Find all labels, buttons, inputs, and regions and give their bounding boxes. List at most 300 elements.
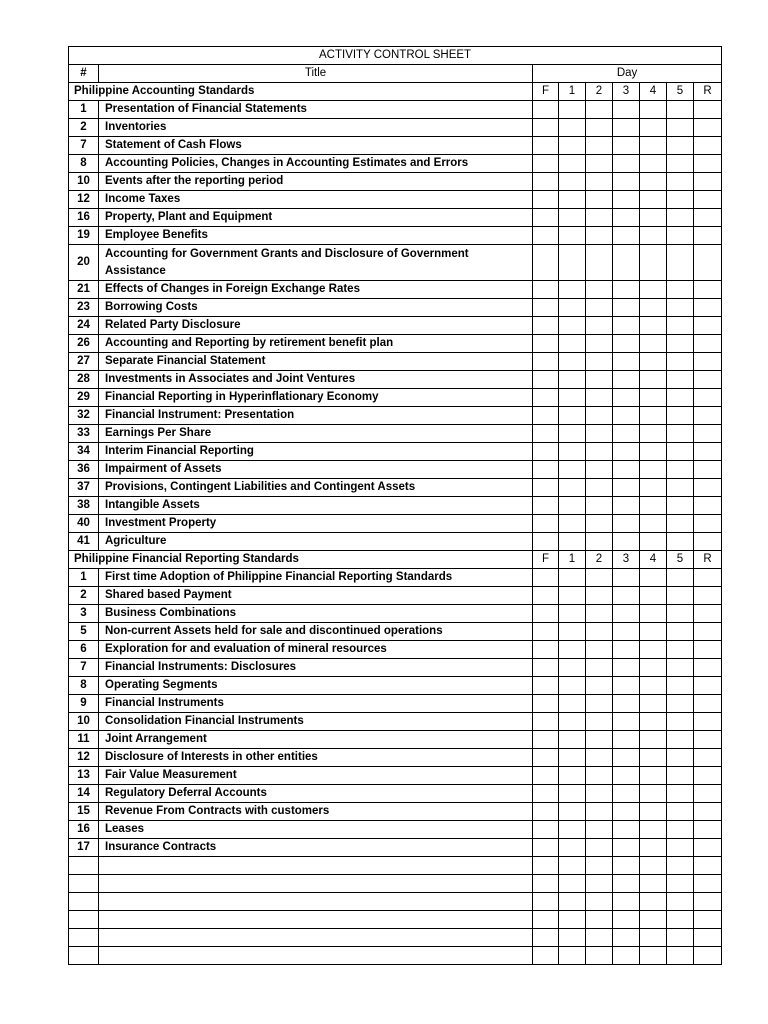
blank-title-cell[interactable]: [99, 929, 533, 947]
blank-title-cell[interactable]: [99, 857, 533, 875]
day-checkbox-cell[interactable]: [667, 893, 694, 911]
day-checkbox-cell[interactable]: [694, 191, 722, 209]
day-checkbox-cell[interactable]: [613, 947, 640, 965]
day-checkbox-cell[interactable]: [613, 533, 640, 551]
day-checkbox-cell[interactable]: [533, 641, 559, 659]
day-checkbox-cell[interactable]: [613, 695, 640, 713]
day-checkbox-cell[interactable]: [586, 929, 613, 947]
day-checkbox-cell[interactable]: [613, 335, 640, 353]
day-checkbox-cell[interactable]: [533, 785, 559, 803]
day-checkbox-cell[interactable]: [667, 695, 694, 713]
day-checkbox-cell[interactable]: [613, 911, 640, 929]
day-checkbox-cell[interactable]: [586, 767, 613, 785]
day-checkbox-cell[interactable]: [667, 101, 694, 119]
day-checkbox-cell[interactable]: [559, 641, 586, 659]
blank-title-cell[interactable]: [99, 875, 533, 893]
day-checkbox-cell[interactable]: [667, 785, 694, 803]
day-checkbox-cell[interactable]: [559, 731, 586, 749]
day-checkbox-cell[interactable]: [667, 281, 694, 299]
blank-title-cell[interactable]: [99, 947, 533, 965]
day-checkbox-cell[interactable]: [694, 623, 722, 641]
day-checkbox-cell[interactable]: [559, 587, 586, 605]
day-checkbox-cell[interactable]: [613, 497, 640, 515]
day-checkbox-cell[interactable]: [640, 641, 667, 659]
day-checkbox-cell[interactable]: [559, 371, 586, 389]
day-checkbox-cell[interactable]: [694, 407, 722, 425]
day-checkbox-cell[interactable]: [559, 803, 586, 821]
day-checkbox-cell[interactable]: [559, 407, 586, 425]
day-checkbox-cell[interactable]: [613, 569, 640, 587]
day-checkbox-cell[interactable]: [694, 659, 722, 677]
day-checkbox-cell[interactable]: [694, 317, 722, 335]
day-checkbox-cell[interactable]: [533, 587, 559, 605]
day-checkbox-cell[interactable]: [640, 497, 667, 515]
day-checkbox-cell[interactable]: [559, 677, 586, 695]
day-checkbox-cell[interactable]: [640, 425, 667, 443]
day-checkbox-cell[interactable]: [694, 371, 722, 389]
day-checkbox-cell[interactable]: [559, 227, 586, 245]
day-checkbox-cell[interactable]: [667, 767, 694, 785]
day-checkbox-cell[interactable]: [694, 389, 722, 407]
day-checkbox-cell[interactable]: [667, 857, 694, 875]
day-checkbox-cell[interactable]: [667, 137, 694, 155]
blank-number-cell[interactable]: [69, 911, 99, 929]
day-checkbox-cell[interactable]: [640, 389, 667, 407]
day-checkbox-cell[interactable]: [640, 101, 667, 119]
day-checkbox-cell[interactable]: [559, 659, 586, 677]
day-checkbox-cell[interactable]: [640, 587, 667, 605]
day-checkbox-cell[interactable]: [613, 713, 640, 731]
day-checkbox-cell[interactable]: [586, 713, 613, 731]
day-checkbox-cell[interactable]: [640, 929, 667, 947]
day-checkbox-cell[interactable]: [667, 533, 694, 551]
day-checkbox-cell[interactable]: [694, 443, 722, 461]
day-checkbox-cell[interactable]: [613, 749, 640, 767]
day-checkbox-cell[interactable]: [533, 875, 559, 893]
day-checkbox-cell[interactable]: [559, 443, 586, 461]
day-checkbox-cell[interactable]: [613, 173, 640, 191]
day-checkbox-cell[interactable]: [586, 299, 613, 317]
day-checkbox-cell[interactable]: [559, 785, 586, 803]
day-checkbox-cell[interactable]: [694, 911, 722, 929]
day-checkbox-cell[interactable]: [694, 605, 722, 623]
day-checkbox-cell[interactable]: [694, 137, 722, 155]
day-checkbox-cell[interactable]: [613, 857, 640, 875]
day-checkbox-cell[interactable]: [586, 839, 613, 857]
day-checkbox-cell[interactable]: [640, 623, 667, 641]
day-checkbox-cell[interactable]: [586, 893, 613, 911]
day-checkbox-cell[interactable]: [640, 515, 667, 533]
day-checkbox-cell[interactable]: [559, 947, 586, 965]
day-checkbox-cell[interactable]: [613, 389, 640, 407]
day-checkbox-cell[interactable]: [613, 605, 640, 623]
day-checkbox-cell[interactable]: [533, 731, 559, 749]
day-checkbox-cell[interactable]: [667, 227, 694, 245]
day-checkbox-cell[interactable]: [667, 731, 694, 749]
day-checkbox-cell[interactable]: [667, 119, 694, 137]
day-checkbox-cell[interactable]: [533, 515, 559, 533]
day-checkbox-cell[interactable]: [613, 839, 640, 857]
day-checkbox-cell[interactable]: [533, 623, 559, 641]
day-checkbox-cell[interactable]: [667, 461, 694, 479]
day-checkbox-cell[interactable]: [613, 407, 640, 425]
day-checkbox-cell[interactable]: [667, 641, 694, 659]
day-checkbox-cell[interactable]: [586, 857, 613, 875]
day-checkbox-cell[interactable]: [613, 101, 640, 119]
day-checkbox-cell[interactable]: [586, 119, 613, 137]
day-checkbox-cell[interactable]: [640, 299, 667, 317]
day-checkbox-cell[interactable]: [694, 101, 722, 119]
day-checkbox-cell[interactable]: [586, 587, 613, 605]
day-checkbox-cell[interactable]: [640, 767, 667, 785]
day-checkbox-cell[interactable]: [667, 911, 694, 929]
day-checkbox-cell[interactable]: [640, 317, 667, 335]
day-checkbox-cell[interactable]: [586, 191, 613, 209]
day-checkbox-cell[interactable]: [533, 767, 559, 785]
day-checkbox-cell[interactable]: [586, 515, 613, 533]
day-checkbox-cell[interactable]: [694, 353, 722, 371]
day-checkbox-cell[interactable]: [640, 893, 667, 911]
day-checkbox-cell[interactable]: [667, 497, 694, 515]
day-checkbox-cell[interactable]: [694, 731, 722, 749]
day-checkbox-cell[interactable]: [613, 767, 640, 785]
day-checkbox-cell[interactable]: [694, 821, 722, 839]
blank-title-cell[interactable]: [99, 893, 533, 911]
day-checkbox-cell[interactable]: [559, 479, 586, 497]
day-checkbox-cell[interactable]: [533, 569, 559, 587]
day-checkbox-cell[interactable]: [559, 299, 586, 317]
day-checkbox-cell[interactable]: [533, 371, 559, 389]
day-checkbox-cell[interactable]: [694, 713, 722, 731]
day-checkbox-cell[interactable]: [613, 209, 640, 227]
day-checkbox-cell[interactable]: [586, 605, 613, 623]
day-checkbox-cell[interactable]: [667, 443, 694, 461]
blank-number-cell[interactable]: [69, 893, 99, 911]
day-checkbox-cell[interactable]: [586, 821, 613, 839]
day-checkbox-cell[interactable]: [613, 731, 640, 749]
day-checkbox-cell[interactable]: [667, 389, 694, 407]
day-checkbox-cell[interactable]: [667, 821, 694, 839]
blank-number-cell[interactable]: [69, 929, 99, 947]
day-checkbox-cell[interactable]: [559, 461, 586, 479]
day-checkbox-cell[interactable]: [640, 533, 667, 551]
day-checkbox-cell[interactable]: [613, 227, 640, 245]
day-checkbox-cell[interactable]: [640, 569, 667, 587]
day-checkbox-cell[interactable]: [694, 947, 722, 965]
day-checkbox-cell[interactable]: [559, 605, 586, 623]
day-checkbox-cell[interactable]: [586, 641, 613, 659]
day-checkbox-cell[interactable]: [559, 821, 586, 839]
day-checkbox-cell[interactable]: [559, 749, 586, 767]
day-checkbox-cell[interactable]: [559, 353, 586, 371]
day-checkbox-cell[interactable]: [586, 443, 613, 461]
day-checkbox-cell[interactable]: [559, 209, 586, 227]
day-checkbox-cell[interactable]: [640, 479, 667, 497]
day-checkbox-cell[interactable]: [613, 155, 640, 173]
day-checkbox-cell[interactable]: [533, 353, 559, 371]
day-checkbox-cell[interactable]: [694, 587, 722, 605]
day-checkbox-cell[interactable]: [559, 191, 586, 209]
day-checkbox-cell[interactable]: [694, 245, 722, 281]
day-checkbox-cell[interactable]: [533, 101, 559, 119]
day-checkbox-cell[interactable]: [533, 317, 559, 335]
day-checkbox-cell[interactable]: [586, 425, 613, 443]
day-checkbox-cell[interactable]: [559, 155, 586, 173]
day-checkbox-cell[interactable]: [640, 911, 667, 929]
day-checkbox-cell[interactable]: [533, 677, 559, 695]
day-checkbox-cell[interactable]: [667, 173, 694, 191]
day-checkbox-cell[interactable]: [533, 695, 559, 713]
day-checkbox-cell[interactable]: [559, 875, 586, 893]
day-checkbox-cell[interactable]: [533, 947, 559, 965]
day-checkbox-cell[interactable]: [640, 875, 667, 893]
day-checkbox-cell[interactable]: [694, 515, 722, 533]
day-checkbox-cell[interactable]: [667, 209, 694, 227]
day-checkbox-cell[interactable]: [694, 461, 722, 479]
day-checkbox-cell[interactable]: [640, 407, 667, 425]
day-checkbox-cell[interactable]: [559, 335, 586, 353]
day-checkbox-cell[interactable]: [533, 893, 559, 911]
day-checkbox-cell[interactable]: [533, 281, 559, 299]
day-checkbox-cell[interactable]: [586, 317, 613, 335]
day-checkbox-cell[interactable]: [694, 893, 722, 911]
day-checkbox-cell[interactable]: [533, 227, 559, 245]
day-checkbox-cell[interactable]: [640, 749, 667, 767]
day-checkbox-cell[interactable]: [667, 353, 694, 371]
day-checkbox-cell[interactable]: [586, 731, 613, 749]
day-checkbox-cell[interactable]: [559, 623, 586, 641]
day-checkbox-cell[interactable]: [667, 839, 694, 857]
day-checkbox-cell[interactable]: [694, 803, 722, 821]
day-checkbox-cell[interactable]: [533, 155, 559, 173]
day-checkbox-cell[interactable]: [533, 857, 559, 875]
day-checkbox-cell[interactable]: [694, 209, 722, 227]
day-checkbox-cell[interactable]: [586, 803, 613, 821]
day-checkbox-cell[interactable]: [613, 479, 640, 497]
day-checkbox-cell[interactable]: [559, 119, 586, 137]
day-checkbox-cell[interactable]: [694, 227, 722, 245]
day-checkbox-cell[interactable]: [694, 749, 722, 767]
day-checkbox-cell[interactable]: [667, 677, 694, 695]
day-checkbox-cell[interactable]: [586, 371, 613, 389]
day-checkbox-cell[interactable]: [533, 497, 559, 515]
day-checkbox-cell[interactable]: [613, 353, 640, 371]
day-checkbox-cell[interactable]: [586, 389, 613, 407]
day-checkbox-cell[interactable]: [613, 587, 640, 605]
day-checkbox-cell[interactable]: [667, 569, 694, 587]
day-checkbox-cell[interactable]: [694, 281, 722, 299]
day-checkbox-cell[interactable]: [586, 533, 613, 551]
day-checkbox-cell[interactable]: [613, 443, 640, 461]
day-checkbox-cell[interactable]: [640, 947, 667, 965]
blank-title-cell[interactable]: [99, 911, 533, 929]
day-checkbox-cell[interactable]: [559, 425, 586, 443]
day-checkbox-cell[interactable]: [586, 911, 613, 929]
day-checkbox-cell[interactable]: [667, 335, 694, 353]
day-checkbox-cell[interactable]: [694, 479, 722, 497]
day-checkbox-cell[interactable]: [667, 713, 694, 731]
day-checkbox-cell[interactable]: [640, 803, 667, 821]
day-checkbox-cell[interactable]: [586, 947, 613, 965]
day-checkbox-cell[interactable]: [586, 569, 613, 587]
day-checkbox-cell[interactable]: [640, 821, 667, 839]
day-checkbox-cell[interactable]: [533, 443, 559, 461]
day-checkbox-cell[interactable]: [667, 605, 694, 623]
day-checkbox-cell[interactable]: [533, 461, 559, 479]
day-checkbox-cell[interactable]: [586, 677, 613, 695]
day-checkbox-cell[interactable]: [559, 317, 586, 335]
day-checkbox-cell[interactable]: [694, 929, 722, 947]
day-checkbox-cell[interactable]: [640, 335, 667, 353]
day-checkbox-cell[interactable]: [613, 641, 640, 659]
day-checkbox-cell[interactable]: [613, 893, 640, 911]
blank-number-cell[interactable]: [69, 875, 99, 893]
day-checkbox-cell[interactable]: [667, 587, 694, 605]
day-checkbox-cell[interactable]: [533, 821, 559, 839]
day-checkbox-cell[interactable]: [533, 803, 559, 821]
day-checkbox-cell[interactable]: [667, 515, 694, 533]
day-checkbox-cell[interactable]: [586, 173, 613, 191]
day-checkbox-cell[interactable]: [613, 281, 640, 299]
day-checkbox-cell[interactable]: [559, 497, 586, 515]
day-checkbox-cell[interactable]: [667, 947, 694, 965]
day-checkbox-cell[interactable]: [694, 785, 722, 803]
day-checkbox-cell[interactable]: [559, 911, 586, 929]
day-checkbox-cell[interactable]: [586, 479, 613, 497]
day-checkbox-cell[interactable]: [640, 677, 667, 695]
day-checkbox-cell[interactable]: [559, 713, 586, 731]
day-checkbox-cell[interactable]: [586, 659, 613, 677]
day-checkbox-cell[interactable]: [694, 299, 722, 317]
day-checkbox-cell[interactable]: [533, 119, 559, 137]
day-checkbox-cell[interactable]: [640, 137, 667, 155]
day-checkbox-cell[interactable]: [694, 335, 722, 353]
day-checkbox-cell[interactable]: [694, 839, 722, 857]
day-checkbox-cell[interactable]: [613, 821, 640, 839]
day-checkbox-cell[interactable]: [533, 335, 559, 353]
day-checkbox-cell[interactable]: [640, 443, 667, 461]
day-checkbox-cell[interactable]: [640, 119, 667, 137]
day-checkbox-cell[interactable]: [586, 209, 613, 227]
day-checkbox-cell[interactable]: [533, 299, 559, 317]
day-checkbox-cell[interactable]: [613, 245, 640, 281]
day-checkbox-cell[interactable]: [613, 875, 640, 893]
day-checkbox-cell[interactable]: [586, 155, 613, 173]
day-checkbox-cell[interactable]: [586, 281, 613, 299]
day-checkbox-cell[interactable]: [640, 155, 667, 173]
day-checkbox-cell[interactable]: [586, 461, 613, 479]
day-checkbox-cell[interactable]: [694, 641, 722, 659]
day-checkbox-cell[interactable]: [667, 371, 694, 389]
day-checkbox-cell[interactable]: [640, 605, 667, 623]
day-checkbox-cell[interactable]: [613, 425, 640, 443]
day-checkbox-cell[interactable]: [667, 875, 694, 893]
blank-number-cell[interactable]: [69, 857, 99, 875]
day-checkbox-cell[interactable]: [559, 857, 586, 875]
day-checkbox-cell[interactable]: [667, 245, 694, 281]
day-checkbox-cell[interactable]: [533, 713, 559, 731]
day-checkbox-cell[interactable]: [559, 515, 586, 533]
day-checkbox-cell[interactable]: [640, 839, 667, 857]
day-checkbox-cell[interactable]: [586, 227, 613, 245]
day-checkbox-cell[interactable]: [640, 785, 667, 803]
day-checkbox-cell[interactable]: [533, 191, 559, 209]
day-checkbox-cell[interactable]: [613, 929, 640, 947]
day-checkbox-cell[interactable]: [613, 299, 640, 317]
day-checkbox-cell[interactable]: [586, 695, 613, 713]
day-checkbox-cell[interactable]: [559, 173, 586, 191]
day-checkbox-cell[interactable]: [613, 623, 640, 641]
day-checkbox-cell[interactable]: [586, 623, 613, 641]
day-checkbox-cell[interactable]: [667, 317, 694, 335]
day-checkbox-cell[interactable]: [533, 425, 559, 443]
day-checkbox-cell[interactable]: [559, 389, 586, 407]
day-checkbox-cell[interactable]: [533, 929, 559, 947]
day-checkbox-cell[interactable]: [667, 191, 694, 209]
day-checkbox-cell[interactable]: [640, 191, 667, 209]
day-checkbox-cell[interactable]: [694, 767, 722, 785]
day-checkbox-cell[interactable]: [694, 695, 722, 713]
day-checkbox-cell[interactable]: [586, 101, 613, 119]
day-checkbox-cell[interactable]: [533, 245, 559, 281]
day-checkbox-cell[interactable]: [613, 371, 640, 389]
day-checkbox-cell[interactable]: [694, 497, 722, 515]
day-checkbox-cell[interactable]: [586, 785, 613, 803]
day-checkbox-cell[interactable]: [640, 713, 667, 731]
day-checkbox-cell[interactable]: [533, 209, 559, 227]
day-checkbox-cell[interactable]: [694, 155, 722, 173]
blank-number-cell[interactable]: [69, 947, 99, 965]
day-checkbox-cell[interactable]: [586, 749, 613, 767]
day-checkbox-cell[interactable]: [640, 659, 667, 677]
day-checkbox-cell[interactable]: [586, 497, 613, 515]
day-checkbox-cell[interactable]: [667, 749, 694, 767]
day-checkbox-cell[interactable]: [667, 623, 694, 641]
day-checkbox-cell[interactable]: [586, 407, 613, 425]
day-checkbox-cell[interactable]: [533, 605, 559, 623]
day-checkbox-cell[interactable]: [613, 191, 640, 209]
day-checkbox-cell[interactable]: [533, 839, 559, 857]
day-checkbox-cell[interactable]: [533, 533, 559, 551]
day-checkbox-cell[interactable]: [559, 281, 586, 299]
day-checkbox-cell[interactable]: [586, 353, 613, 371]
day-checkbox-cell[interactable]: [559, 929, 586, 947]
day-checkbox-cell[interactable]: [640, 695, 667, 713]
day-checkbox-cell[interactable]: [559, 839, 586, 857]
day-checkbox-cell[interactable]: [533, 659, 559, 677]
day-checkbox-cell[interactable]: [640, 209, 667, 227]
day-checkbox-cell[interactable]: [694, 119, 722, 137]
day-checkbox-cell[interactable]: [667, 929, 694, 947]
day-checkbox-cell[interactable]: [533, 479, 559, 497]
day-checkbox-cell[interactable]: [559, 767, 586, 785]
day-checkbox-cell[interactable]: [694, 875, 722, 893]
day-checkbox-cell[interactable]: [694, 533, 722, 551]
day-checkbox-cell[interactable]: [586, 137, 613, 155]
day-checkbox-cell[interactable]: [559, 893, 586, 911]
day-checkbox-cell[interactable]: [533, 137, 559, 155]
day-checkbox-cell[interactable]: [694, 677, 722, 695]
day-checkbox-cell[interactable]: [667, 479, 694, 497]
day-checkbox-cell[interactable]: [640, 731, 667, 749]
day-checkbox-cell[interactable]: [613, 317, 640, 335]
day-checkbox-cell[interactable]: [533, 911, 559, 929]
day-checkbox-cell[interactable]: [559, 569, 586, 587]
day-checkbox-cell[interactable]: [533, 389, 559, 407]
day-checkbox-cell[interactable]: [640, 371, 667, 389]
day-checkbox-cell[interactable]: [586, 245, 613, 281]
day-checkbox-cell[interactable]: [533, 749, 559, 767]
